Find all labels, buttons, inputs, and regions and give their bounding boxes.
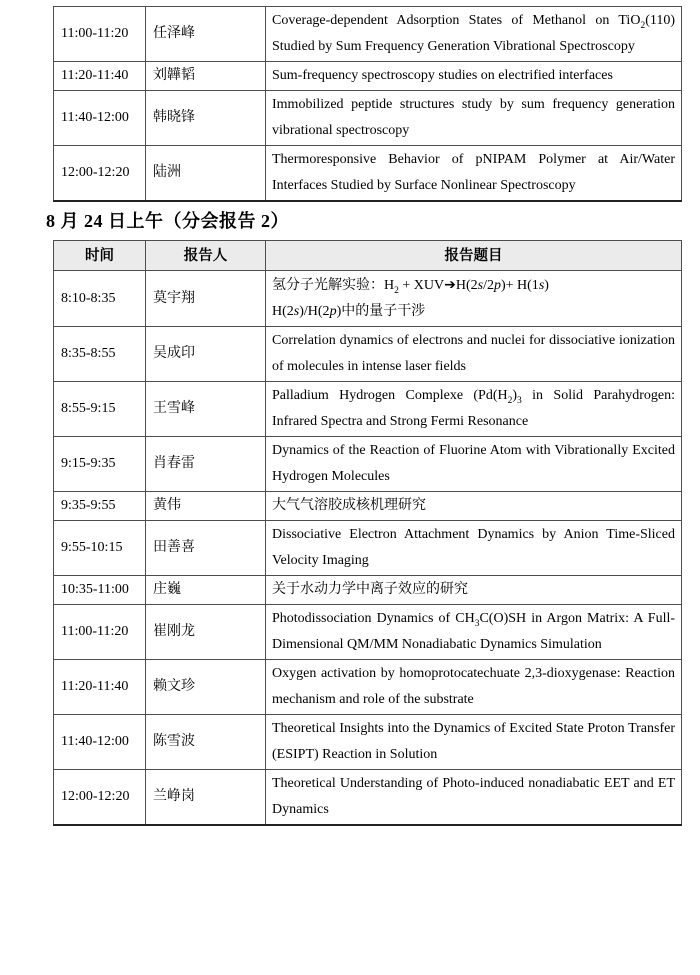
time-cell: 8:35-8:55 <box>54 327 146 382</box>
title-cell: Immobilized peptide structures study by sum frequency generation vibrational spectroscopy <box>266 91 682 146</box>
time-cell: 11:00-11:20 <box>54 7 146 62</box>
title-cell: 关于水动力学中离子效应的研究 <box>266 576 682 605</box>
speaker-cell: 吴成印 <box>146 327 266 382</box>
speaker-cell: 庄巍 <box>146 576 266 605</box>
speaker-cell: 任泽峰 <box>146 7 266 62</box>
table-row <box>54 91 682 146</box>
time-cell: 9:35-9:55 <box>54 492 146 521</box>
title-cell: Correlation dynamics of electrons and nuclei for dissociative ionization of molecules in intense laser fields <box>266 327 682 382</box>
title-cell: Dissociative Electron Attachment Dynamics by Anion Time-Sliced Velocity Imaging <box>266 521 682 576</box>
speaker-cell: 莫宇翔 <box>146 271 266 327</box>
title-cell: Sum-frequency spectroscopy studies on electrified interfaces <box>266 62 682 91</box>
table-row <box>54 382 682 437</box>
table-header-row <box>54 241 682 271</box>
section-heading: 8 月 24 日上午（分会报告 2） <box>46 211 289 231</box>
time-cell: 11:40-12:00 <box>54 91 146 146</box>
table-row <box>54 576 682 605</box>
title-cell: Thermoresponsive Behavior of pNIPAM Polymer at Air/Water Interfaces Studied by Surface Nonlinear Spectroscopy <box>266 146 682 202</box>
speaker-cell: 陆洲 <box>146 146 266 202</box>
time-cell: 11:20-11:40 <box>54 660 146 715</box>
time-cell: 11:00-11:20 <box>54 605 146 660</box>
time-cell: 11:20-11:40 <box>54 62 146 91</box>
header-title: 报告题目 <box>266 241 682 271</box>
title-cell: Palladium Hydrogen Complexe ($Pd(H_2)_3$ in Solid Parahydrogen: Infrared Spectra and Strong Fermi Resonance <box>266 382 682 437</box>
time-cell: 12:00-12:20 <box>54 146 146 202</box>
speaker-cell: 黄伟 <box>146 492 266 521</box>
header-time: 时间 <box>54 241 146 271</box>
speaker-cell: 崔刚龙 <box>146 605 266 660</box>
title-cell: Theoretical Understanding of Photo-induced nonadiabatic EET and ET Dynamics <box>266 770 682 826</box>
table-row <box>54 492 682 521</box>
header-speaker: 报告人 <box>146 241 266 271</box>
table-row <box>54 715 682 770</box>
time-cell: 12:00-12:20 <box>54 770 146 826</box>
table-row <box>54 271 682 327</box>
schedule-table-session2 <box>53 240 682 826</box>
time-cell: 10:35-11:00 <box>54 576 146 605</box>
speaker-cell: 王雪峰 <box>146 382 266 437</box>
time-cell: 8:55-9:15 <box>54 382 146 437</box>
table-row <box>54 770 682 826</box>
table-row <box>54 437 682 492</box>
title-cell: Dynamics of the Reaction of Fluorine Atom with Vibrationally Excited Hydrogen Molecules <box>266 437 682 492</box>
table-row <box>54 7 682 62</box>
table-row <box>54 605 682 660</box>
time-cell: 11:40-12:00 <box>54 715 146 770</box>
table-row <box>54 62 682 91</box>
time-cell: 9:55-10:15 <box>54 521 146 576</box>
speaker-cell: 肖春雷 <box>146 437 266 492</box>
table-row <box>54 327 682 382</box>
schedule-table-session1 <box>53 6 682 202</box>
title-cell: Theoretical Insights into the Dynamics of Excited State Proton Transfer (ESIPT) Reaction in Solution <box>266 715 682 770</box>
speaker-cell: 陈雪波 <box>146 715 266 770</box>
speaker-cell: 韩晓锋 <box>146 91 266 146</box>
title-cell: 大气气溶胶成核机理研究 <box>266 492 682 521</box>
table-row <box>54 660 682 715</box>
title-cell: 氢分子光解实验：$H_2$ + XUV➔H(2s/2p)+ H(1s) H(2s)/H(2p)中的量子干涉 <box>266 271 682 327</box>
title-cell: Photodissociation Dynamics of $CH_3C(O)SH$ in Argon Matrix: A Full-Dimensional QM/MM Nonadiabatic Dynamics Simulation <box>266 605 682 660</box>
speaker-cell: 兰峥岗 <box>146 770 266 826</box>
table-row <box>54 521 682 576</box>
time-cell: 9:15-9:35 <box>54 437 146 492</box>
speaker-cell: 田善喜 <box>146 521 266 576</box>
speaker-cell: 刘韡韬 <box>146 62 266 91</box>
title-cell: Oxygen activation by homoprotocatechuate 2,3-dioxygenase: Reaction mechanism and role of the substrate <box>266 660 682 715</box>
speaker-cell: 赖文珍 <box>146 660 266 715</box>
table-row <box>54 146 682 202</box>
title-cell: Coverage-dependent Adsorption States of Methanol on TiO$_2$(110) Studied by Sum Frequency Generation Vibrational Spectroscopy <box>266 7 682 62</box>
time-cell: 8:10-8:35 <box>54 271 146 327</box>
